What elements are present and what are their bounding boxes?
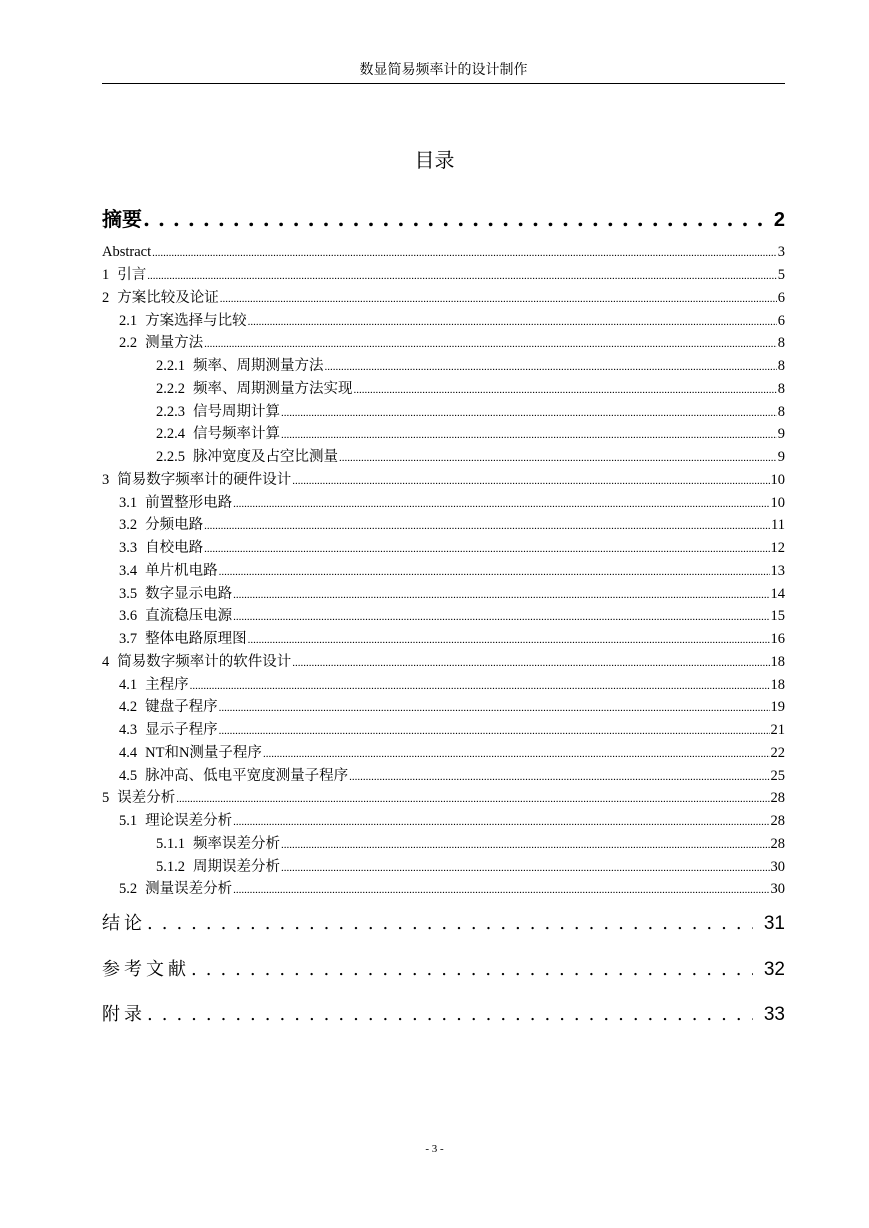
toc-entry-title: 测量方法 [145,335,204,351]
toc-entry-page: 9 [777,449,785,465]
toc-leader [204,515,770,536]
toc-entry[interactable] [119,561,785,581]
toc-entry-page: 28 [770,790,785,806]
toc-entry-number: 2.2.4 [156,426,185,442]
toc-entry-number: 3.3 [119,540,138,556]
toc-entry-number: 4.2 [119,699,138,715]
toc-entry-number: 4.1 [119,677,138,693]
toc-leader [292,470,769,491]
toc-entry[interactable] [119,584,785,604]
toc-entry[interactable] [119,538,785,558]
toc-title: 目录 [414,148,455,172]
toc-entry-title: 整体电路原理图 [145,631,247,647]
toc-entry-page: 33 [763,1004,785,1025]
toc-leader [248,311,777,332]
toc-entry-page: 30 [770,859,785,875]
toc-entry-title: Abstract [102,244,152,260]
toc-entry-page: 18 [770,654,785,670]
toc-leader [281,857,770,878]
toc-entry-page: 22 [770,745,785,761]
toc-entry[interactable] [156,402,785,422]
toc-entry-page: 8 [777,404,785,420]
toc-entry-page: 9 [777,426,785,442]
toc-entry-references[interactable] [102,958,785,982]
toc-entry-title: 频率、周期测量方法实现 [193,381,353,397]
toc-entry-number: 4.4 [119,745,138,761]
toc-leader [176,788,769,809]
toc-leader [354,379,777,400]
toc-entry-title: 方案选择与比较 [145,313,247,329]
toc-leader [191,958,753,982]
toc-entry[interactable] [119,515,785,535]
toc-entry-title: 参考文献 [102,959,190,980]
toc-leader [349,766,769,787]
toc-entry-number: 4.5 [119,768,138,784]
toc-leader [219,720,770,741]
toc-entry[interactable] [119,675,785,695]
toc-entry[interactable] [119,766,785,786]
toc-entry-page: 28 [770,836,785,852]
toc-entry-number: 5.1.2 [156,859,185,875]
toc-entry[interactable] [102,470,785,490]
toc-leader [219,697,770,718]
toc-leader [233,606,769,627]
page-number: - 3 - [425,1143,444,1155]
page-header-title: 数显简易频率计的设计制作 [359,63,528,78]
toc-entry-title: 频率误差分析 [193,836,280,852]
toc-entry-page: 28 [770,813,785,829]
toc-entry-page: 6 [777,290,785,306]
toc-entry-appendix[interactable] [102,1003,785,1027]
toc-entry-title: NT和N测量子程序 [145,745,262,761]
toc-leader [339,447,777,468]
toc-entry-abstract-cn[interactable] [102,207,785,231]
toc-entry-number: 2.2.1 [156,358,185,374]
toc-entry[interactable] [119,606,785,626]
toc-entry[interactable] [156,857,785,877]
header-rule [102,83,785,84]
toc-entry-number: 5.1 [119,813,138,829]
toc-entry-page: 2 [773,209,785,231]
toc-entry-title: 键盘子程序 [145,699,218,715]
toc-entry-title: 脉冲宽度及占空比测量 [193,449,338,465]
toc-entry-page: 13 [770,563,785,579]
toc-leader [190,675,770,696]
toc-entry-number: 4.3 [119,722,138,738]
toc-entry-number: 3.4 [119,563,138,579]
toc-leader [204,333,777,354]
toc-entry-number: 3.7 [119,631,138,647]
toc-entry[interactable] [102,788,785,808]
toc-entry-page: 30 [770,881,785,897]
toc-entry-title: 引言 [117,267,147,283]
toc-entry-page: 11 [771,517,785,533]
toc-entry-title: 摘要 [102,207,142,231]
toc-entry-page: 19 [770,699,785,715]
toc-leader [233,493,769,514]
toc-entry[interactable] [156,379,785,399]
toc-entry-number: 2.2.2 [156,381,185,397]
toc-leader [233,584,769,605]
toc-entry-page: 25 [770,768,785,784]
toc-entry-page: 8 [777,381,785,397]
toc-entry-title: 前置整形电路 [145,495,233,511]
toc-entry[interactable] [119,333,785,353]
toc-entry-title: 方案比较及论证 [117,290,219,306]
toc-entry-title: 自校电路 [145,540,204,556]
toc-entry-title: 频率、周期测量方法 [193,358,324,374]
toc-entry-title: 显示子程序 [145,722,218,738]
toc-entry-title: 简易数字频率计的软件设计 [117,654,292,670]
toc-entry[interactable] [119,493,785,513]
toc-entry-page: 10 [770,472,785,488]
toc-entry-title: 数字显示电路 [145,586,233,602]
toc-leader [220,288,777,309]
toc-entry[interactable] [119,720,785,740]
toc-entry-title: 信号频率计算 [193,426,280,442]
toc-entry-title: 误差分析 [117,790,176,806]
toc-entry[interactable] [119,743,785,763]
toc-entry-number: 3 [102,472,110,488]
toc-entry-page: 6 [777,313,785,329]
toc-entry[interactable] [119,311,785,331]
toc-entry-page: 21 [770,722,785,738]
toc-entry-title: 单片机电路 [145,563,218,579]
toc-entry[interactable] [119,811,785,831]
toc-leader [147,1003,753,1027]
toc-entry-page: 32 [763,959,785,980]
toc-entry-conclusion[interactable] [102,912,785,936]
toc-entry[interactable] [119,879,785,899]
toc-entry-number: 5 [102,790,110,806]
toc-entry-title: 简易数字频率计的硬件设计 [117,472,292,488]
toc-entry-page: 12 [770,540,785,556]
toc-entry-title: 主程序 [145,677,189,693]
toc-leader [152,242,777,263]
toc-leader [281,834,770,855]
toc-entry-number: 4 [102,654,110,670]
toc-entry-title: 周期误差分析 [193,859,280,875]
toc-leader [147,912,753,936]
toc-entry-number: 2.1 [119,313,138,329]
toc-entry-title: 信号周期计算 [193,404,280,420]
toc-entry-page: 10 [770,495,785,511]
toc-leader [281,402,777,423]
toc-entry-page: 3 [777,244,785,260]
toc-entry[interactable] [102,652,785,672]
toc-entry[interactable] [102,242,785,262]
toc-entry-number: 5.2 [119,881,138,897]
toc-leader [233,879,769,900]
toc-entry-title: 测量误差分析 [145,881,233,897]
toc-entry-number: 5.1.1 [156,836,185,852]
toc-entry-page: 5 [777,267,785,283]
toc-entry[interactable] [156,447,785,467]
toc-entry-number: 3.5 [119,586,138,602]
toc-entry-number: 2.2.3 [156,404,185,420]
toc-leader [325,356,777,377]
toc-entry-title: 分频电路 [145,517,204,533]
toc-entry-number: 3.6 [119,608,138,624]
toc-entry-number: 2 [102,290,110,306]
toc-entry[interactable] [119,629,785,649]
toc-entry[interactable] [156,834,785,854]
toc-entry-page: 18 [770,677,785,693]
toc-entry-title: 直流稳压电源 [145,608,233,624]
toc-entry-page: 31 [763,913,785,934]
toc-entry-page: 15 [770,608,785,624]
toc-entry[interactable] [119,697,785,717]
toc-entry-title: 理论误差分析 [145,813,233,829]
toc-entry-number: 2.2.5 [156,449,185,465]
toc-entry-title: 脉冲高、低电平宽度测量子程序 [145,768,349,784]
toc-leader [204,538,769,559]
toc-leader [281,424,777,445]
toc-entry-title: 结论 [102,913,146,934]
toc-entry-page: 16 [770,631,785,647]
toc-leader [292,652,769,673]
toc-entry-number: 3.2 [119,517,138,533]
toc-leader [147,265,777,286]
toc-leader [263,743,770,764]
toc-entry[interactable] [102,265,785,285]
toc-leader [143,207,763,231]
toc-leader [248,629,770,650]
toc-entry-number: 3.1 [119,495,138,511]
toc-entry-page: 8 [777,335,785,351]
toc-leader [219,561,770,582]
toc-entry-page: 14 [770,586,785,602]
toc-entry-page: 8 [777,358,785,374]
toc-leader [233,811,769,832]
toc-entry-title: 附录 [102,1004,146,1025]
toc-entry[interactable] [156,424,785,444]
toc-entry[interactable] [156,356,785,376]
toc-entry-number: 2.2 [119,335,138,351]
toc-entry-number: 1 [102,267,110,283]
toc-entry[interactable] [102,288,785,308]
